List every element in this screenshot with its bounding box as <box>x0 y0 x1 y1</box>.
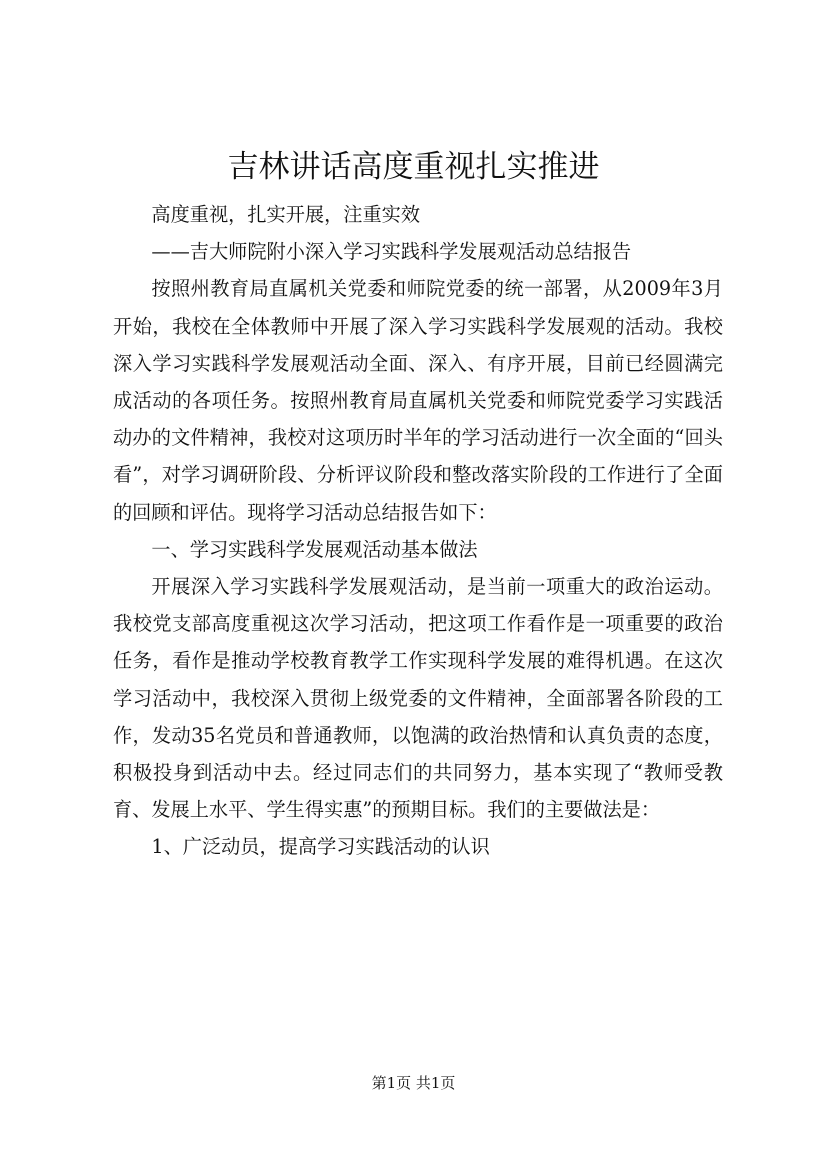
page-footer: 第1页 共1页 <box>371 1074 456 1092</box>
subsection-heading-1: 1、广泛动员，提高学习实践活动的认识 <box>151 835 490 859</box>
subtitle-line: 高度重视，扎实开展，注重实效 <box>151 203 421 226</box>
report-subheading: ——吉大师院附小深入学习实践科学发展观活动总结报告 <box>151 240 632 264</box>
document-body <box>113 196 723 866</box>
section-heading-1: 一、学习实践科学发展观活动基本做法 <box>151 537 478 561</box>
body-paragraph-section1: 开展深入学习实践科学发展观活动，是当前一项重大的政治运动。我校党支部高度重视这次学习活动，把这项工作看作是一项重要的政治任务，看作是推动学校教育教学工作实现科学发展的难得机遇。在这次学习活动中，我校深入贯彻上级党委的文件精神，全面部署各阶段的工作，发动35名党员和普通教师，以饱满的政治热情和认真负责的态度，积极投身到活动中去。经过同志们的共同努力，基本实现了“教师受教育、发展上水平、学生得实惠”的预期目标。我们的主要做法是： <box>113 575 723 822</box>
document-title: 吉林讲话高度重视扎实推进 <box>227 149 600 185</box>
body-paragraph-intro: 按照州教育局直属机关党委和师院党委的统一部署，从2009年3月开始，我校在全体教师中开展了深入学习实践科学发展观的活动。我校深入学习实践科学发展观活动全面、深入、有序开展，目前已经圆满完成活动的各项任务。按照州教育局直属机关党委和师院党委学习实践活动办的文件精神，我校对这项历时半年的学习活动进行一次全面的“回头看”，对学习调研阶段、分析评议阶段和整改落实阶段的工作进行了全面的回顾和评估。现将学习活动总结报告如下： <box>113 277 723 524</box>
